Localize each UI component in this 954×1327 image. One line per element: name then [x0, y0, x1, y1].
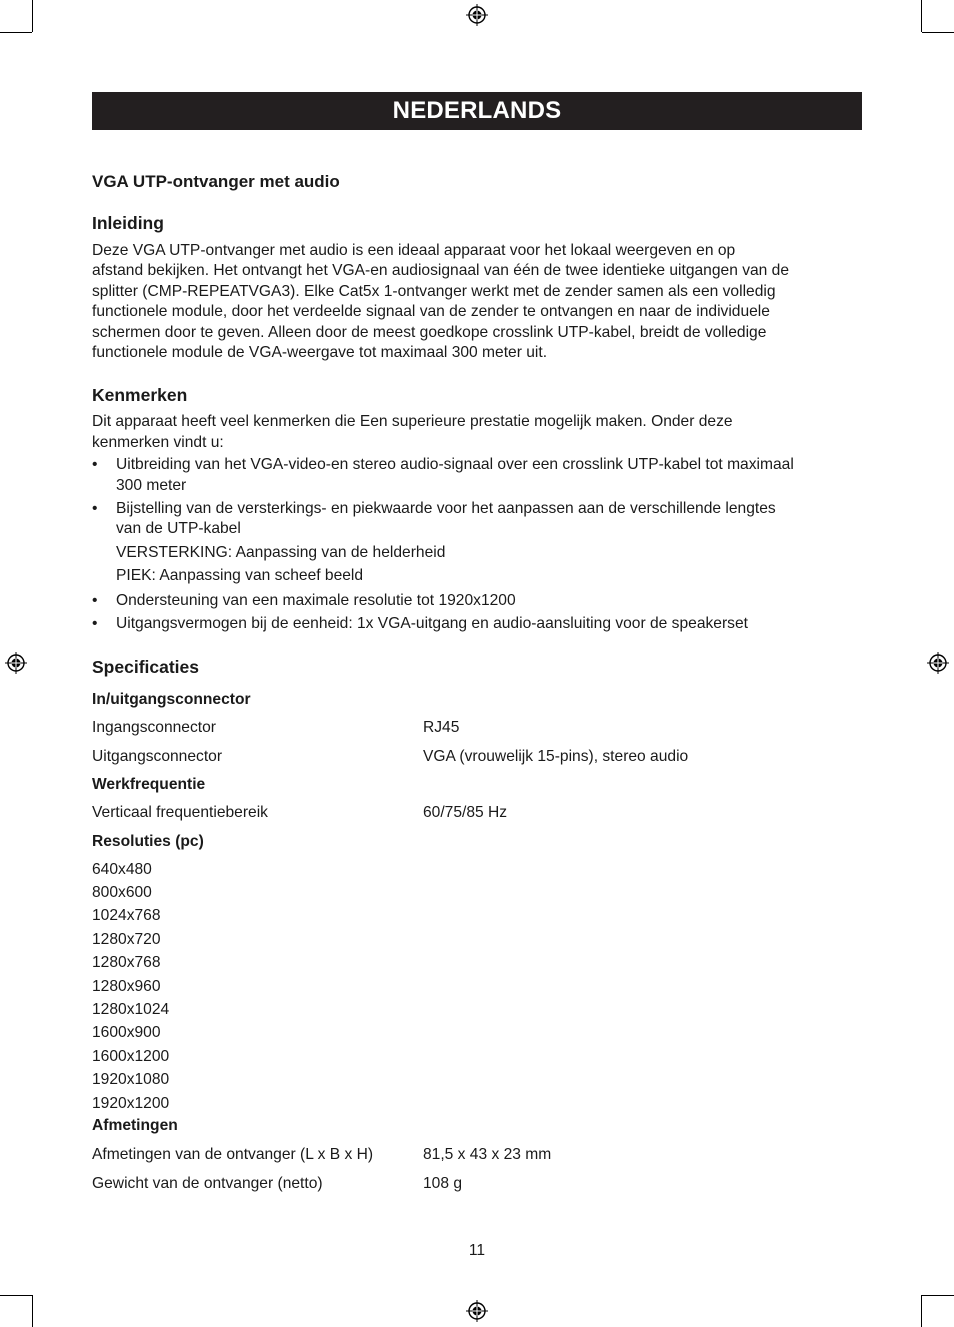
feature-subline: VERSTERKING: Aanpassing van de helderheid [116, 543, 446, 561]
intro-paragraph [92, 241, 862, 363]
features-list [92, 455, 862, 634]
resolution-item: 1280x1024 [92, 1000, 170, 1018]
crop-mark-top-right [921, 0, 922, 32]
intro-line: afstand bekijken. Het ontvangt het VGA-en audiosignaal van één de twee identieke uitgangen van de [92, 262, 790, 280]
spec-row [92, 717, 862, 739]
bullet-icon: • [92, 591, 98, 609]
crop-mark-top-right [922, 32, 954, 33]
crop-mark-bottom-left [0, 1295, 32, 1296]
bullet-icon: • [92, 615, 98, 633]
document-body [92, 170, 862, 1195]
resolution-item: 1920x1080 [92, 1071, 170, 1089]
list-item [92, 499, 862, 587]
section-heading-intro: Inleiding [92, 213, 164, 233]
registration-mark-left-icon [5, 652, 27, 674]
crop-mark-bottom-right [922, 1295, 954, 1296]
bullet-icon: • [92, 456, 98, 474]
resolution-list [92, 858, 862, 1115]
spec-label: Gewicht van de ontvanger (netto) [92, 1174, 323, 1192]
resolution-item: 1280x960 [92, 977, 161, 995]
spec-group-heading-frequency: Werkfrequentie [92, 775, 206, 793]
intro-line: schermen door te geven. Alleen door de meest goedkope crosslink UTP-kabel, breidt de volledige [92, 323, 767, 341]
feature-line: van de UTP-kabel [116, 520, 241, 538]
intro-line: functionele module de VGA-weergave tot maximaal 300 meter uit. [92, 344, 548, 362]
registration-mark-bottom-icon [466, 1300, 488, 1322]
feature-line: Bijstelling van de versterkings- en piekwaarde voor het aanpassen aan de verschillende lengtes [116, 500, 776, 518]
registration-mark-right-icon [927, 652, 949, 674]
resolution-item: 640x480 [92, 860, 152, 878]
crop-mark-top-left [32, 0, 33, 32]
spec-value: RJ45 [423, 718, 460, 736]
feature-subline: PIEK: Aanpassing van scheef beeld [116, 567, 364, 585]
feature-line: Uitgangsvermogen bij de eenheid: 1x VGA-uitgang en audio-aansluiting voor de speakerset [116, 615, 748, 633]
spec-row [92, 1173, 862, 1195]
list-item [92, 455, 862, 496]
spec-row [92, 1144, 862, 1166]
spec-value: 81,5 x 43 x 23 mm [423, 1145, 552, 1163]
spec-label: Ingangsconnector [92, 718, 216, 736]
spec-label: Verticaal frequentiebereik [92, 803, 268, 821]
intro-line: functionele module, door het verdeelde signaal van de zender te ontvangen en naar de individuele [92, 303, 770, 321]
features-intro-line: Dit apparaat heeft veel kenmerken die Een superieure prestatie mogelijk maken. Onder deze [92, 413, 733, 431]
language-banner: NEDERLANDS [92, 92, 862, 130]
spec-group-heading-resolutions: Resoluties (pc) [92, 832, 204, 850]
features-intro-line: kenmerken vindt u: [92, 433, 224, 451]
spec-value: 108 g [423, 1174, 463, 1192]
resolution-item: 1024x768 [92, 907, 161, 925]
crop-mark-bottom-right [921, 1295, 922, 1327]
feature-line: Ondersteuning van een maximale resolutie tot 1920x1200 [116, 591, 516, 609]
list-item [92, 591, 862, 611]
list-item [92, 614, 862, 634]
spec-group-heading-dimensions: Afmetingen [92, 1116, 178, 1134]
resolution-item: 1600x900 [92, 1024, 161, 1042]
resolution-item: 800x600 [92, 883, 152, 901]
feature-line: Uitbreiding van het VGA-video-en stereo audio-signaal over een crosslink UTP-kabel tot maximaal [116, 456, 794, 474]
resolution-item: 1920x1200 [92, 1094, 170, 1112]
spec-label: Afmetingen van de ontvanger (L x B x H) [92, 1145, 374, 1163]
resolution-item: 1280x768 [92, 954, 161, 972]
spec-group-heading-io: In/uitgangsconnector [92, 690, 251, 708]
page-number: 11 [468, 1242, 486, 1259]
bullet-icon: • [92, 500, 98, 518]
spec-label: Uitgangsconnector [92, 747, 223, 765]
resolution-item: 1280x720 [92, 930, 161, 948]
spec-value: 60/75/85 Hz [423, 803, 508, 821]
spec-row [92, 746, 862, 768]
document-title: VGA UTP-ontvanger met audio [92, 172, 340, 191]
section-heading-features: Kenmerken [92, 385, 188, 406]
section-heading-specs: Specificaties [92, 656, 199, 677]
resolution-item: 1600x1200 [92, 1047, 170, 1065]
intro-line: splitter (CMP-REPEATVGA3). Elke Cat5x 1-ontvanger werkt met de zender samen als een volledig [92, 282, 776, 300]
intro-line: Deze VGA UTP-ontvanger met audio is een ideaal apparaat voor het lokaal weergeven en op [92, 242, 736, 259]
spec-row [92, 802, 862, 824]
registration-mark-top-icon [466, 4, 488, 26]
crop-mark-top-left [0, 32, 32, 33]
crop-mark-bottom-left [32, 1295, 33, 1327]
features-intro [92, 412, 862, 453]
feature-line: 300 meter [116, 476, 187, 494]
spec-value: VGA (vrouwelijk 15-pins), stereo audio [423, 747, 689, 765]
